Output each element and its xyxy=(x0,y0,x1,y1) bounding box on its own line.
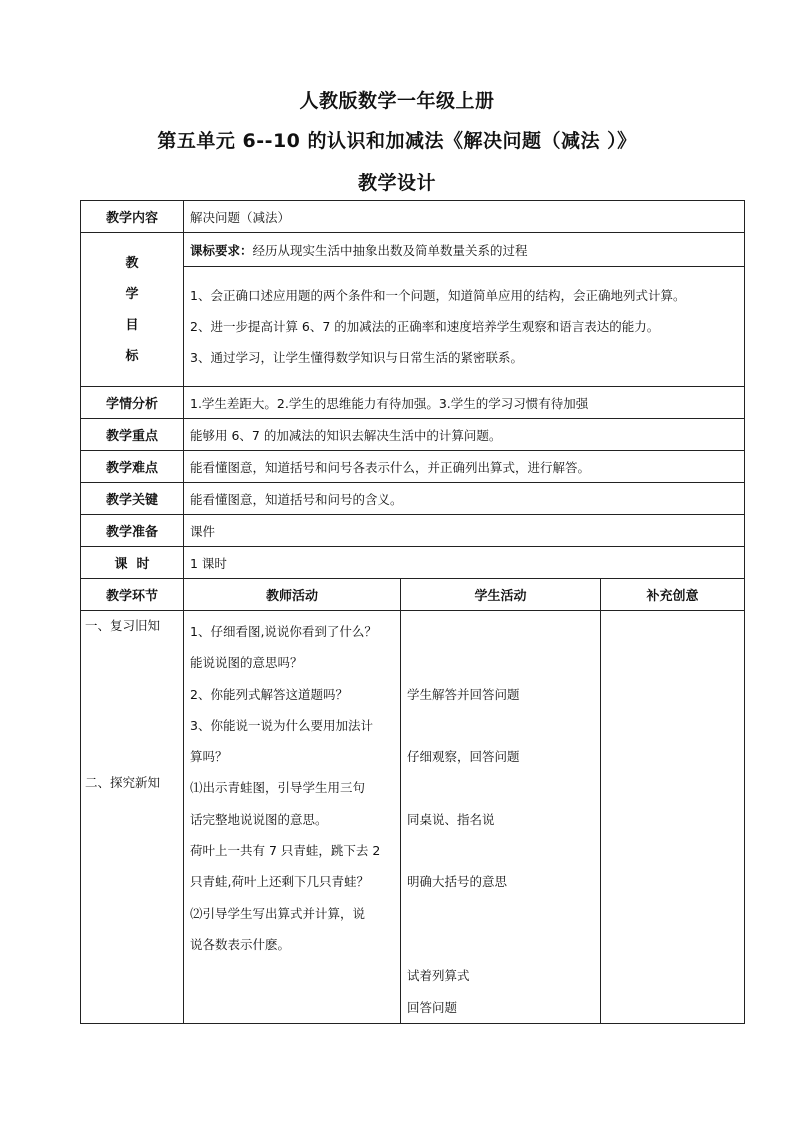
stage-item: 二、探究新知 xyxy=(85,775,161,790)
stage-cell xyxy=(81,611,184,1024)
row-crux xyxy=(81,483,745,515)
header-supplement: 补充创意 xyxy=(601,579,745,611)
student-line: 仔细观察，回答问题 xyxy=(407,749,520,765)
header-stage: 教学环节 xyxy=(81,579,184,611)
standard-label: 课标要求： xyxy=(190,242,253,258)
value-key-point: 能够用 6、7 的加减法的知识去解决生活中的计算问题。 xyxy=(184,419,745,451)
student-line: 同桌说、指名说 xyxy=(407,811,495,827)
lesson-plan-table xyxy=(80,200,745,1024)
row-objectives-standard xyxy=(81,233,745,267)
student-activity-cell xyxy=(401,611,601,1024)
teacher-line: 说各数表示什麽。 xyxy=(190,936,291,952)
teacher-line: 算吗？ xyxy=(190,749,228,765)
teacher-line: 能说说图的意思吗？ xyxy=(190,655,303,671)
process-header-row xyxy=(81,579,745,611)
row-analysis xyxy=(81,387,745,419)
label-char: 目 xyxy=(125,317,139,333)
header-teacher: 教师活动 xyxy=(184,579,401,611)
label-char: 学 xyxy=(125,286,139,302)
label-key-point: 教学重点 xyxy=(81,419,184,451)
stage-item: 一、复习旧知 xyxy=(85,618,161,633)
student-line xyxy=(407,772,594,803)
label-analysis: 学情分析 xyxy=(81,387,184,419)
document-subtitle: 第五单元 6--10 的认识和加减法《解决问题（减法 ）》 xyxy=(157,130,637,152)
goal-item: 2、进一步提高计算 6、7 的加减法的正确率和速度培养学生观察和语言表达的能力。 xyxy=(190,319,660,334)
teacher-activity-cell xyxy=(184,611,401,1024)
teacher-line: 1、仔细看图,说说你看到了什么？ xyxy=(190,624,377,639)
value-difficulty: 能看懂图意，知道括号和问号各表示什么，并正确列出算式，进行解答。 xyxy=(184,451,745,483)
row-hours xyxy=(81,547,745,579)
student-line: 试着列算式 xyxy=(407,968,470,984)
student-line: 回答问题 xyxy=(407,999,458,1015)
student-line xyxy=(407,929,594,960)
teacher-line: 2、你能列式解答这道题吗？ xyxy=(190,686,348,702)
row-difficulty xyxy=(81,451,745,483)
value-crux: 能看懂图意，知道括号和问号的含义。 xyxy=(184,483,745,515)
document-heading: 教学设计 xyxy=(357,172,436,194)
teacher-line: 荷叶上一共有 7 只青蛙，跳下去 2 xyxy=(190,843,381,859)
teacher-line: ⑵引导学生写出算式并计算，说 xyxy=(190,905,366,921)
student-line xyxy=(407,616,594,647)
value-hours: 1 课时 xyxy=(184,547,745,579)
goal-item: 1、会正确口述应用题的两个条件和一个问题，知道简单应用的结构，会正确地列式计算。 xyxy=(190,288,686,303)
value-analysis: 1.学生差距大。2.学生的思维能力有待加强。3.学生的学习习惯有待加强 xyxy=(184,387,745,419)
supplement-cell xyxy=(601,611,745,1024)
label-char: 教 xyxy=(125,255,139,271)
row-key-point xyxy=(81,419,745,451)
teacher-line: 只青蛙,荷叶上还剩下几只青蛙？ xyxy=(190,874,369,890)
label-difficulty: 教学难点 xyxy=(81,451,184,483)
student-line: 明确大括号的意思 xyxy=(407,874,508,890)
label-hours: 课 时 xyxy=(81,547,184,579)
curriculum-standard xyxy=(184,233,745,267)
value-preparation: 课件 xyxy=(184,515,745,547)
header-student: 学生活动 xyxy=(401,579,601,611)
teacher-line: 3、你能说一说为什么要用加法计 xyxy=(190,717,373,733)
label-crux: 教学关键 xyxy=(81,483,184,515)
student-line xyxy=(407,835,594,866)
student-line xyxy=(407,898,594,929)
student-line: 学生解答并回答问题 xyxy=(407,686,520,702)
goals-cell xyxy=(184,267,745,387)
student-line xyxy=(407,710,594,741)
standard-text: 经历从现实生活中抽象出数及简单数量关系的过程 xyxy=(252,242,528,258)
row-content xyxy=(81,201,745,233)
value-content: 解决问题（减法） xyxy=(184,201,745,233)
document-title: 人教版数学一年级上册 xyxy=(299,90,495,112)
student-line xyxy=(407,647,594,678)
teacher-line: ⑴出示青蛙图，引导学生用三句 xyxy=(190,780,366,796)
goal-item: 3、通过学习，让学生懂得数学知识与日常生活的紧密联系。 xyxy=(190,350,523,365)
label-content: 教学内容 xyxy=(81,201,184,233)
row-preparation xyxy=(81,515,745,547)
process-body-row xyxy=(81,611,745,1024)
label-char: 标 xyxy=(125,348,139,364)
teacher-line: 话完整地说说图的意思。 xyxy=(190,811,328,827)
label-preparation: 教学准备 xyxy=(81,515,184,547)
label-objectives xyxy=(81,233,184,387)
